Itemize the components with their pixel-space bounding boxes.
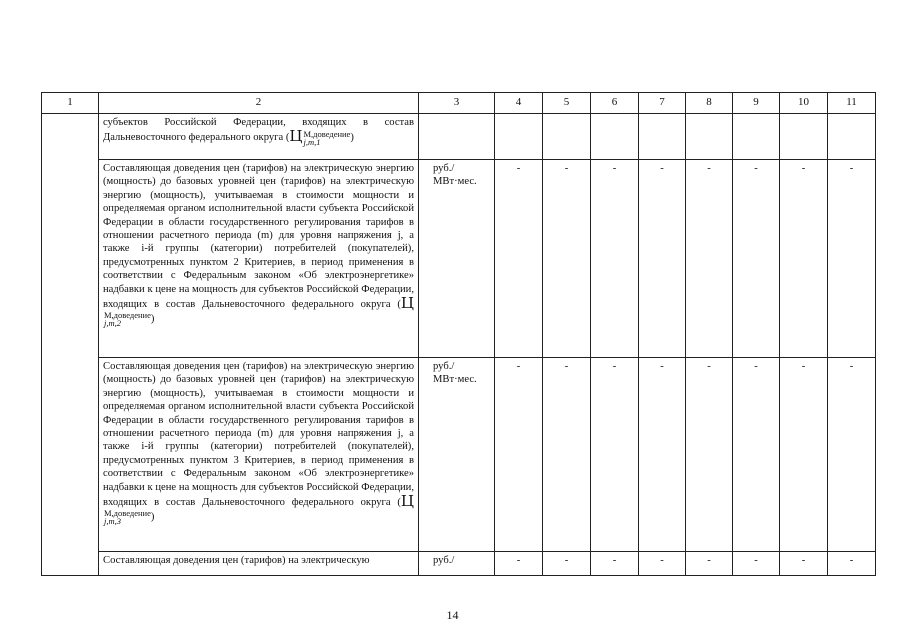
column-number: 9 — [733, 93, 780, 114]
unit-cell — [419, 114, 495, 160]
price-symbol: Ц — [289, 127, 303, 146]
value-cell: - — [780, 160, 828, 358]
unit-cell: руб./ — [419, 552, 495, 576]
value-cell: - — [639, 552, 686, 576]
column-number: 1 — [42, 93, 99, 114]
value-cell: - — [543, 358, 591, 552]
description-text: Составляющая доведения цен (тарифов) на электрическую энергию (мощность) до базовых уровней цен (тарифов) на электрическую энергию (мощность), учитываемая в стоимости мощности и определяемая органом исполнительной власти субъекта Российской Федерации в области государственного регулирования тарифов в отношении расчетного периода (m) для уровня напряжения j, а также i-й группы (категории) потребителей (покупателей), предусмотренных пунктом 2 Критериев, в период применения в соответствии с Федеральным законом «Об электроэнергетике» надбавки к цене на мощность для субъектов Российской Федерации, входящих в состав Дальневосточного федерального округа ( — [103, 163, 414, 311]
column-number: 7 — [639, 93, 686, 114]
price-symbol: Ц — [400, 492, 414, 511]
table-row — [42, 358, 876, 552]
value-cell: - — [828, 552, 876, 576]
value-cell — [495, 114, 543, 160]
value-cell: - — [495, 358, 543, 552]
value-cell: - — [828, 160, 876, 358]
description-text: Составляющая доведения цен (тарифов) на электрическую энергию (мощность) до базовых уровней цен (тарифов) на электрическую энергию (мощность), учитываемая в стоимости мощности и определяемая органом исполнительной власти субъекта Российской Федерации в области государственного регулирования тарифов в отношении расчетного периода (m) для уровня напряжения j, а также i-й группы (категории) потребителей (покупателей), предусмотренных пунктом 3 Критериев, в период применения в соответствии с Федеральным законом «Об электроэнергетике» надбавки к цене на мощность для субъектов Российской Федерации, входящих в состав Дальневосточного федерального округа ( — [103, 361, 414, 509]
symbol-superscript: М,доведение — [303, 128, 351, 139]
value-cell: - — [639, 358, 686, 552]
row-description — [99, 552, 419, 576]
value-cell: - — [543, 552, 591, 576]
description-text: субъектов Российской Федерации, входящих в состав Дальневосточного федерального округа ( — [103, 117, 414, 144]
table-row — [42, 114, 876, 160]
symbol-subscript: j,m,3 — [104, 516, 121, 527]
row-description — [99, 358, 419, 552]
value-cell: - — [686, 552, 733, 576]
column-number: 6 — [591, 93, 639, 114]
value-cell: - — [591, 358, 639, 552]
symbol-subscript: j,m,2 — [104, 318, 121, 329]
symbol-superscript: М,доведение — [104, 508, 151, 519]
closing-paren: ) — [350, 132, 354, 144]
value-cell: - — [639, 160, 686, 358]
value-cell: - — [495, 160, 543, 358]
symbol-subscript: j,m,1 — [303, 136, 321, 147]
value-cell — [639, 114, 686, 160]
table-row — [42, 552, 876, 576]
value-cell: - — [686, 358, 733, 552]
value-cell: - — [591, 552, 639, 576]
value-cell — [591, 114, 639, 160]
value-cell — [780, 114, 828, 160]
unit-cell: руб./ МВт·мес. — [419, 358, 495, 552]
value-cell: - — [495, 552, 543, 576]
closing-paren: ) — [150, 511, 155, 523]
value-cell: - — [543, 160, 591, 358]
price-symbol: Ц — [400, 294, 414, 313]
value-cell: - — [686, 160, 733, 358]
symbol-superscript: М,доведение — [104, 310, 151, 321]
value-cell: - — [780, 358, 828, 552]
column-number: 11 — [828, 93, 876, 114]
row-description — [99, 114, 419, 160]
column-number: 4 — [495, 93, 543, 114]
table-header-row — [42, 93, 876, 114]
column-number: 8 — [686, 93, 733, 114]
description-text: Составляющая доведения цен (тарифов) на электрическую — [103, 555, 370, 566]
value-cell — [828, 114, 876, 160]
value-cell: - — [733, 358, 780, 552]
page-number: 14 — [446, 608, 459, 622]
value-cell: - — [780, 552, 828, 576]
empty-first-column — [42, 114, 99, 576]
unit-cell: руб./ МВт·мес. — [419, 160, 495, 358]
column-number: 5 — [543, 93, 591, 114]
row-description — [99, 160, 419, 358]
value-cell — [543, 114, 591, 160]
tariff-table — [41, 92, 876, 576]
value-cell: - — [828, 358, 876, 552]
value-cell: - — [733, 160, 780, 358]
closing-paren: ) — [150, 313, 155, 325]
column-number: 3 — [419, 93, 495, 114]
column-number: 10 — [780, 93, 828, 114]
value-cell: - — [591, 160, 639, 358]
value-cell — [733, 114, 780, 160]
value-cell — [686, 114, 733, 160]
value-cell: - — [733, 552, 780, 576]
table-row — [42, 160, 876, 358]
column-number: 2 — [99, 93, 419, 114]
